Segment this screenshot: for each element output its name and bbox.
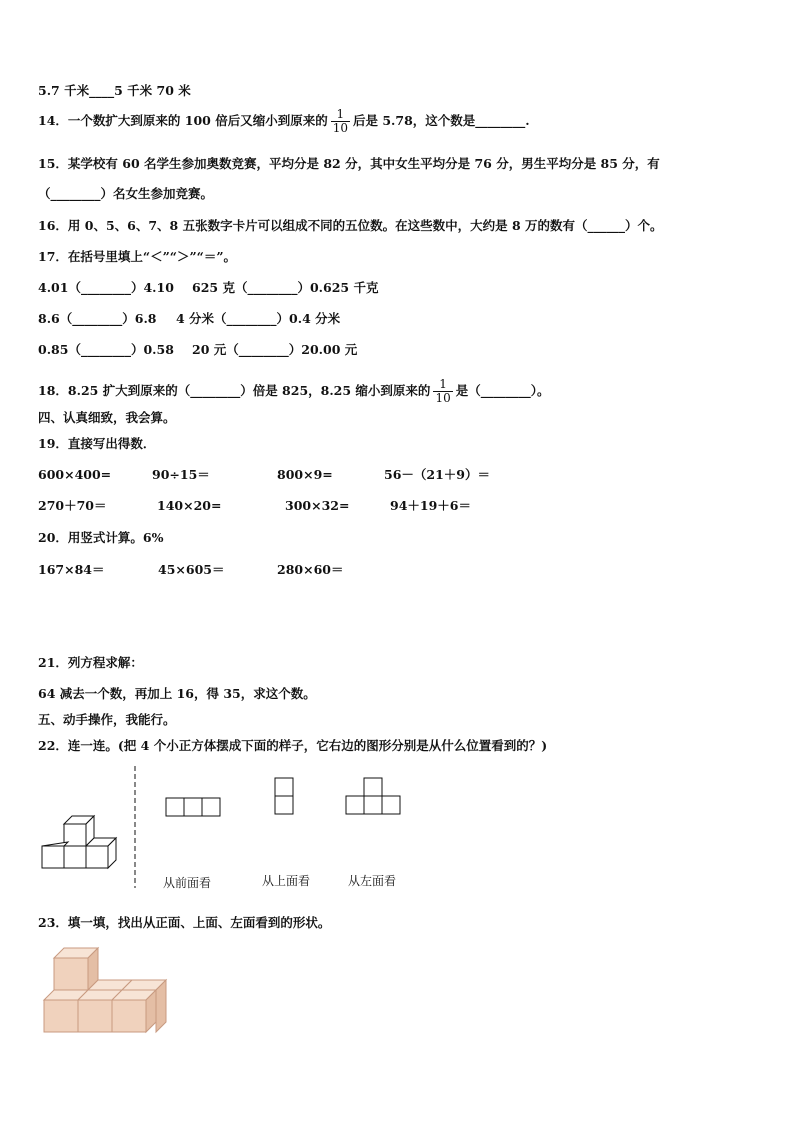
section-5-heading: 五、动手操作，我能行。 [38, 712, 176, 727]
q19-item: 140×20= [157, 498, 222, 513]
q17-row2-a: 8.6（________）6.8 [38, 311, 157, 326]
q17-row1-a: 4.01（________）4.10 [38, 280, 174, 295]
view-front-shape [165, 796, 223, 818]
q22-title: 22．连一连。(把 4 个小正方体摆成下面的样子，它右边的图形分别是从什么位置看到的？) [38, 738, 548, 753]
question-14 [38, 108, 530, 135]
section-4-heading: 四、认真细致，我会算。 [38, 410, 176, 425]
view-top-shape [273, 777, 297, 819]
q18-pre: 18．8.25 扩大到原来的（________）倍是 825，8.25 缩小到原来的 [38, 383, 431, 398]
q18-frac-den: 10 [435, 391, 451, 405]
question-16: 16．用 0、5、6、7、8 五张数字卡片可以组成不同的五位数。在这些数中，大约是 8 万的数有（______）个。 [38, 218, 663, 233]
q19-item: 90÷15＝ [152, 467, 210, 482]
q18-fraction [433, 378, 452, 405]
q19-item: 300×32= [285, 498, 350, 513]
q17-title: 17．在括号里填上“＜”“＞”“＝”。 [38, 249, 237, 264]
q20-title: 20．用竖式计算。6% [38, 530, 164, 545]
q17-row2-b: 4 分米（________）0.4 分米 [176, 311, 341, 326]
q14-post: 后是 5.78，这个数是________. [352, 113, 530, 128]
q20-item: 167×84＝ [38, 562, 105, 577]
q23-title: 23．填一填，找出从正面、上面、左面看到的形状。 [38, 915, 331, 930]
q17-row3-b: 20 元（________）20.00 元 [192, 342, 358, 357]
question-18 [38, 378, 549, 405]
q19-item: 600×400= [38, 467, 112, 482]
q20-item: 280×60＝ [277, 562, 344, 577]
q19-item: 270＋70＝ [38, 498, 107, 513]
q19-item: 800×9= [277, 467, 333, 482]
q19-item: 56－（21＋9）＝ [384, 467, 490, 482]
q13-tail: 5.7 千米____5 千米 70 米 [38, 83, 191, 98]
q23-cube-figure [42, 944, 174, 1036]
q15-line2: （________）名女生参加竞赛。 [38, 186, 214, 201]
q14-frac-den: 10 [332, 121, 348, 135]
label-top-view: 从上面看 [262, 874, 311, 888]
q19-title: 19．直接写出得数． [38, 436, 156, 451]
q19-item: 94＋19＋6＝ [390, 498, 471, 513]
view-left-shape [344, 777, 404, 819]
q15-line1: 15．某学校有 60 名学生参加奥数竞赛，平均分是 82 分，其中女生平均分是 76 分，男生平均分是 85 分，有 [38, 156, 660, 171]
q14-fraction [331, 108, 350, 135]
label-left-view: 从左面看 [348, 874, 397, 888]
q17-row3-a: 0.85（________）0.58 [38, 342, 174, 357]
q14-pre: 14．一个数扩大到原来的 100 倍后又缩小到原来的 [38, 113, 328, 128]
dashed-divider [132, 766, 140, 888]
q22-cube-figure [40, 810, 130, 878]
q21-title: 21．列方程求解： [38, 655, 143, 670]
q18-post: 是（________）。 [455, 383, 550, 398]
label-front-view: 从前面看 [163, 876, 212, 890]
q17-row1-b: 625 克（________）0.625 千克 [192, 280, 379, 295]
q14-frac-num: 1 [331, 108, 350, 122]
q21-text: 64 减去一个数，再加上 16，得 35，求这个数。 [38, 686, 316, 701]
q18-frac-num: 1 [433, 378, 452, 392]
q20-item: 45×605＝ [158, 562, 225, 577]
